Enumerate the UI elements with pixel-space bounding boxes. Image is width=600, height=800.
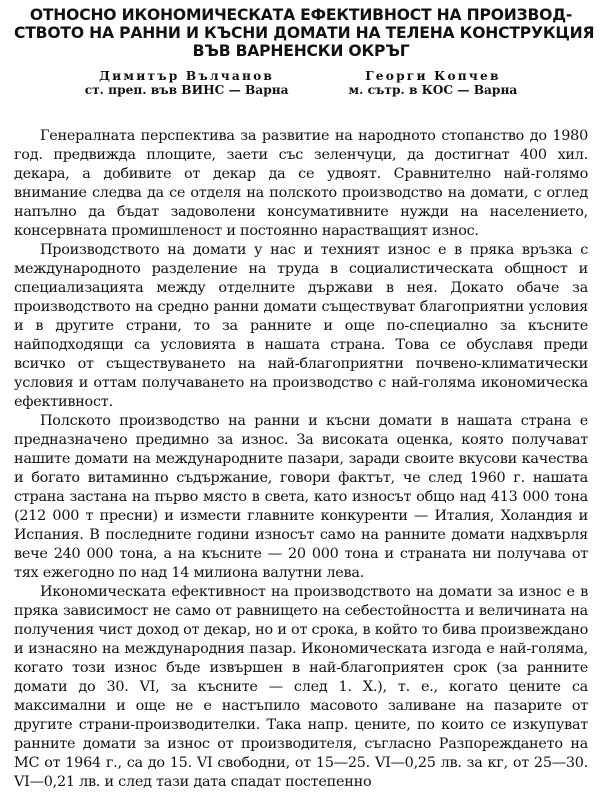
author-name: Георги Копчев	[365, 69, 501, 83]
author-affiliation: ст. преп. във ВИНС — Варна	[84, 83, 289, 97]
article-title	[14, 6, 595, 60]
author	[349, 69, 518, 97]
paragraph: Полското производство на ранни и късни домати в нашата страна е предназначено предимно за износ. За високата оценка, която получават нашите домати на международните пазари, заради своите вкусови качества и богато витаминно съдържание, говори фактът, че след 1960 г. нашата страна застана на първо място в света, като износът общо над 413 000 тона (212 000 т пресни) и измести главните конкуренти — Италия, Холандия и Испания. В последните години износът само на ранните домати надхвърля вече 240 000 тона, а на късните — 20 000 тона и страната ни получава от тях ежегодно по над 14 милиона валутни лева.	[14, 413, 588, 581]
paragraph: Генералната перспектива за развитие на народното стопанство до 1980 год. предвижда площите, заети със зеленчуци, да достигнат 400 хил. декара, а добивите от декар да се удвоят. Сравнително най-голямо внимание следва да се отделя на полското производство на домати, с оглед напълно да бъдат задоволени консумативните нужди на населението, консервната промишленост и постоянно нарастващият износ.	[14, 128, 588, 239]
paragraph: Икономическата ефективност на производството на домати за износ е в пряка зависимост не само от равнището на себестойността и величината на получения чист доход от декар, но и от срока, в който то бива произвеждано и изнасяно на международния пазар. Икономическата изгода е най-голяма, когато този износ бъде извършен в най-благоприятен срок (за ранните домати до 30. VI, за късните — след 1. X.), т. е., когато цените са максимални и още не е настъпило масовото заливане на пазарите от другите страни-производителки. Така напр. цените, по които се изкупуват ранните домати за износ от производителя, съгласно Разпореждането на МС от 1964 г., са до 15. VI свободни, от 15—25. VI—0,25 лв. за кг, от 25—30. VI—0,21 лв. и след тази дата спадат постепенно	[14, 584, 588, 790]
author-affiliation: м. сътр. в КОС — Варна	[348, 83, 518, 97]
paragraph: Производството на домати у нас и техният износ е в пряка връзка с международното разделение на труда в социалистическата общност и специализацията между отделните държави в нея. Докато обаче за производството на средно ранни домати съществуват благоприятни условия и в другите страни, то за ранните и още по-специално за късните найподходящи са условията в нашата страна. Това се обуславя преди всичко от съществуването на най-благоприятни почвено-климатически условия и оттам получаването на производство с най-голяма икономическа ефективност.	[14, 242, 588, 410]
article-body	[14, 127, 588, 792]
title-line: ВЪВ ВАРНЕНСКИ ОКРЪГ	[192, 42, 410, 60]
title-line: ОТНОСНО ИКОНОМИЧЕСКАТА ЕФЕКТИВНОСТ НА ПРОИЗВОД-	[29, 6, 573, 24]
title-line: СТВОТО НА РАННИ И КЪСНИ ДОМАТИ НА ТЕЛЕНА КОНСТРУКЦИЯ	[14, 24, 595, 42]
author-name: Димитър Вълчанов	[99, 69, 275, 83]
author-block	[14, 69, 588, 97]
author	[85, 69, 289, 97]
